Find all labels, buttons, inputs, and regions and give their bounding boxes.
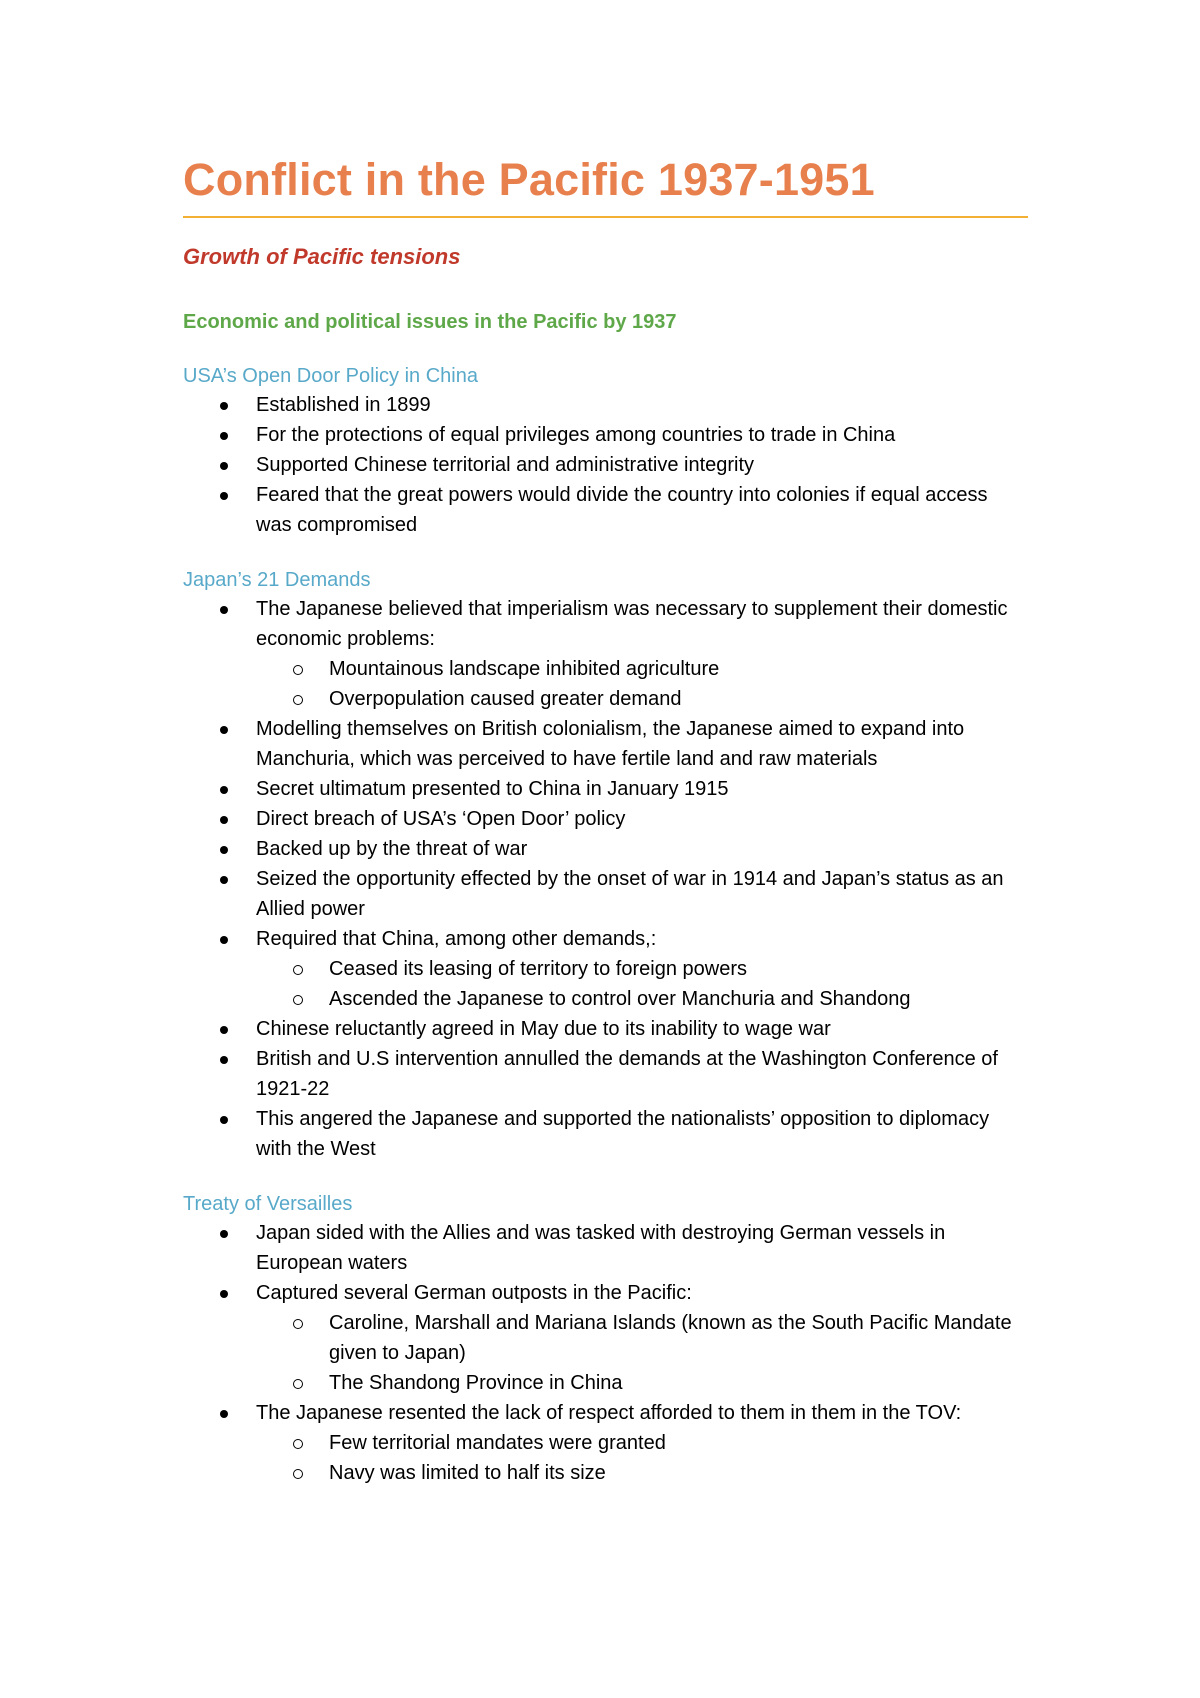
bullet-item: Established in 1899 xyxy=(183,390,1028,420)
bullet-list xyxy=(183,390,1028,540)
bullet-item: Supported Chinese territorial and administrative integrity xyxy=(183,450,1028,480)
sub-bullet-item: Ceased its leasing of territory to foreign powers xyxy=(183,954,1028,984)
bullet-item: British and U.S intervention annulled the demands at the Washington Conference of 1921-22 xyxy=(183,1044,1028,1104)
sub-bullet-item: Navy was limited to half its size xyxy=(183,1458,1028,1488)
bullet-item: Direct breach of USA’s ‘Open Door’ policy xyxy=(183,804,1028,834)
bullet-item: Secret ultimatum presented to China in January 1915 xyxy=(183,774,1028,804)
sub-bullet-item: The Shandong Province in China xyxy=(183,1368,1028,1398)
section xyxy=(183,362,1028,540)
sub-bullet-item: Mountainous landscape inhibited agriculture xyxy=(183,654,1028,684)
section-heading: Treaty of Versailles xyxy=(183,1193,353,1215)
section xyxy=(183,1190,1028,1488)
sub-bullet-item: Caroline, Marshall and Mariana Islands (known as the South Pacific Mandate given to Japan) xyxy=(183,1308,1028,1368)
section-heading: Japan’s 21 Demands xyxy=(183,569,371,591)
bullet-item: Feared that the great powers would divide the country into colonies if equal access was compromised xyxy=(183,480,1028,540)
bullet-item: Chinese reluctantly agreed in May due to its inability to wage war xyxy=(183,1014,1028,1044)
section-heading: USA’s Open Door Policy in China xyxy=(183,365,478,387)
sections-container xyxy=(183,362,1028,1488)
document-content xyxy=(183,150,1028,1488)
bullet-item: The Japanese resented the lack of respect afforded to them in them in the TOV: xyxy=(183,1398,1028,1428)
heading-economic-political-issues: Economic and political issues in the Pacific by 1937 xyxy=(183,311,677,333)
bullet-item: Captured several German outposts in the Pacific: xyxy=(183,1278,1028,1308)
heading-growth-of-pacific-tensions: Growth of Pacific tensions xyxy=(183,244,461,269)
bullet-item: Seized the opportunity effected by the onset of war in 1914 and Japan’s status as an Allied power xyxy=(183,864,1028,924)
bullet-item: Japan sided with the Allies and was tasked with destroying German vessels in European waters xyxy=(183,1218,1028,1278)
bullet-list xyxy=(183,594,1028,1164)
bullet-item: Backed up by the threat of war xyxy=(183,834,1028,864)
document-title: Conflict in the Pacific 1937-1951 xyxy=(183,150,1028,218)
bullet-list xyxy=(183,1218,1028,1488)
bullet-item: Modelling themselves on British colonialism, the Japanese aimed to expand into Manchuria, which was perceived to have fertile land and raw materials xyxy=(183,714,1028,774)
bullet-item: This angered the Japanese and supported the nationalists’ opposition to diplomacy with the West xyxy=(183,1104,1028,1164)
bullet-item: The Japanese believed that imperialism was necessary to supplement their domestic economic problems: xyxy=(183,594,1028,654)
bullet-item: For the protections of equal privileges among countries to trade in China xyxy=(183,420,1028,450)
sub-bullet-item: Overpopulation caused greater demand xyxy=(183,684,1028,714)
sub-bullet-item: Few territorial mandates were granted xyxy=(183,1428,1028,1458)
section xyxy=(183,566,1028,1164)
sub-bullet-item: Ascended the Japanese to control over Manchuria and Shandong xyxy=(183,984,1028,1014)
bullet-item: Required that China, among other demands,: xyxy=(183,924,1028,954)
